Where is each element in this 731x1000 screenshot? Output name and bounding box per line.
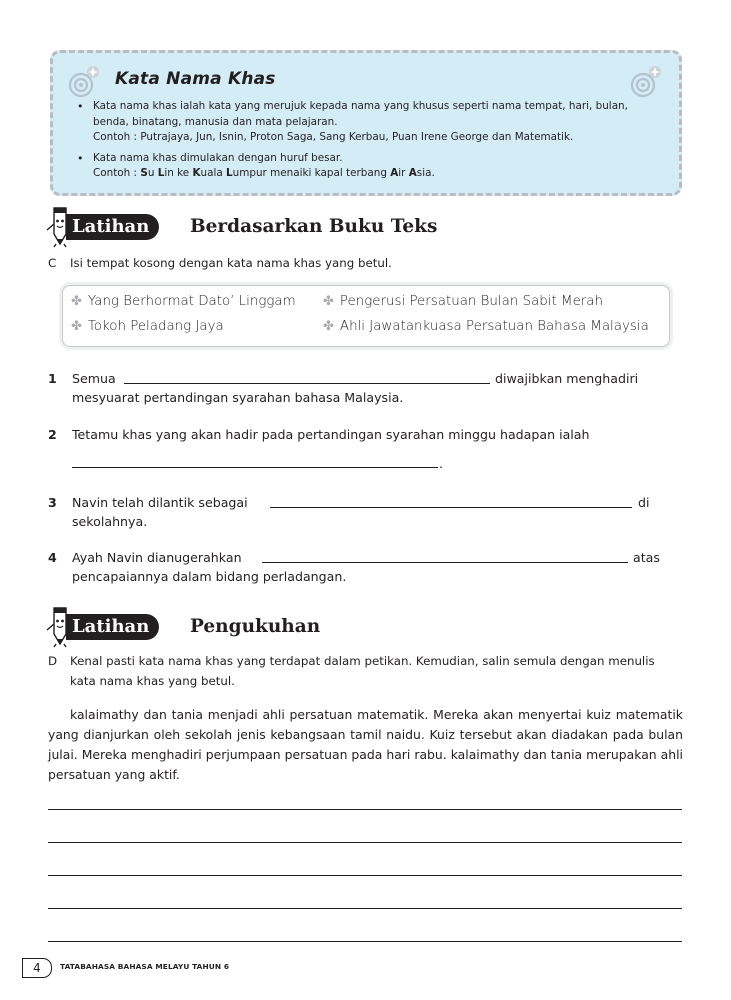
pencil-mascot-icon xyxy=(44,206,76,248)
capital-letter: L xyxy=(226,167,233,179)
question-text: atas xyxy=(633,550,660,565)
answer-blank[interactable] xyxy=(72,454,438,468)
writing-line[interactable] xyxy=(48,875,682,876)
instruction-letter: D xyxy=(48,654,58,668)
question-4 xyxy=(48,547,673,591)
writing-line[interactable] xyxy=(48,809,682,810)
question-text: Semua xyxy=(72,371,116,386)
passage-text: kalaimathy dan tania menjadi ahli persatuan matematik. Mereka akan menyertai kuiz matematik yang dianjurkan oleh sekolah jenis kebangsaan tamil naidu. Kuiz tersebut akan diadakan pada bulan julai. Mereka menghadiri perjumpaan persatuan pada hari rabu. kalaimathy dan tania merupakan ahli persatuan yang aktif. xyxy=(48,707,683,782)
section-title: Berdasarkan Buku Teks xyxy=(190,216,438,237)
instruction-text: Isi tempat kosong dengan kata nama khas yang betul. xyxy=(70,256,392,270)
question-number: 3 xyxy=(48,495,57,510)
section-label: Latihan xyxy=(66,614,159,640)
question-2 xyxy=(48,424,673,474)
question-text: Navin telah dilantik sebagai xyxy=(72,495,248,510)
example-fragment: u xyxy=(147,167,158,179)
question-text: Ayah Navin dianugerahkan xyxy=(72,550,242,565)
answer-choices-box xyxy=(62,285,670,347)
info-example xyxy=(93,166,665,182)
question-text: sekolahnya. xyxy=(72,514,148,529)
choice-item: ✤ Yang Berhormat Dato’ Linggam xyxy=(71,294,296,309)
flower-bullet-icon: ✤ xyxy=(323,319,334,334)
section-title: Pengukuhan xyxy=(190,616,321,637)
info-box xyxy=(50,50,682,196)
example-sentence xyxy=(140,167,434,179)
flower-bullet-icon: ✤ xyxy=(71,294,82,309)
example-fragment: sia. xyxy=(416,167,435,179)
instruction-letter: C xyxy=(48,256,57,270)
answer-blank[interactable] xyxy=(270,494,632,508)
choice-item: ✤ Tokoh Peladang Jaya xyxy=(71,319,224,334)
sparkle-target-icon xyxy=(67,63,103,99)
page-number: 4 xyxy=(22,958,52,978)
capital-letter: A xyxy=(408,167,417,179)
capital-letter: S xyxy=(140,167,148,179)
example-fragment: in ke xyxy=(164,167,193,179)
example-fragment: umpur menaiki kapal terbang xyxy=(232,167,391,179)
example-fragment: ir xyxy=(398,167,409,179)
info-text: Kata nama khas ialah kata yang merujuk kepada nama yang khusus seperti nama tempat, hari, bulan, benda, binatang, manusia dan mata pelajaran. xyxy=(93,100,628,128)
question-1 xyxy=(48,368,673,412)
capital-letter: K xyxy=(192,167,201,179)
section-label: Latihan xyxy=(66,214,159,240)
section-header-reinforcement xyxy=(44,610,644,650)
question-number: 4 xyxy=(48,550,57,565)
answer-blank[interactable] xyxy=(262,549,628,563)
info-example: Contoh : Putrajaya, Jun, Isnin, Proton Saga, Sang Kerbau, Puan Irene George dan Matematik. xyxy=(93,131,574,143)
answer-blank[interactable] xyxy=(124,370,490,384)
choice-item: ✤ Pengerusi Persatuan Bulan Sabit Merah xyxy=(323,294,604,309)
example-fragment: uala xyxy=(200,167,227,179)
question-text: mesyuarat pertandingan syarahan bahasa Malaysia. xyxy=(72,390,404,405)
info-text: Kata nama khas dimulakan dengan huruf besar. xyxy=(93,151,343,164)
choice-item: ✤ Ahli Jawatankuasa Persatuan Bahasa Malaysia xyxy=(323,319,649,334)
instruction-d xyxy=(48,651,668,691)
question-text: diwajibkan menghadiri xyxy=(495,371,639,386)
question-text: Tetamu khas yang akan hadir pada pertandingan syarahan minggu hadapan ialah xyxy=(72,427,590,442)
page-footer xyxy=(22,958,242,978)
question-text: pencapaiannya dalam bidang perladangan. xyxy=(72,569,347,584)
pencil-mascot-icon xyxy=(44,606,76,648)
capital-letter: L xyxy=(157,167,165,179)
info-box-title: Kata Nama Khas xyxy=(115,69,276,89)
question-3 xyxy=(48,492,673,536)
info-list xyxy=(75,99,665,187)
instruction-c xyxy=(48,253,668,273)
question-number: 1 xyxy=(48,371,57,386)
question-number: 2 xyxy=(48,427,57,442)
section-header-textbook xyxy=(44,210,644,250)
writing-line[interactable] xyxy=(48,941,682,942)
flower-bullet-icon: ✤ xyxy=(323,294,334,309)
flower-bullet-icon: ✤ xyxy=(71,319,82,334)
info-bullet xyxy=(75,99,665,146)
book-title: TATABAHASA BAHASA MELAYU TAHUN 6 xyxy=(60,962,230,971)
info-bullet xyxy=(75,151,665,182)
instruction-text: Kenal pasti kata nama khas yang terdapat dalam petikan. Kemudian, salin semula dengan menulis kata nama khas yang betul. xyxy=(70,654,655,688)
question-text: di xyxy=(638,495,650,510)
question-text: . xyxy=(439,456,444,471)
writing-line[interactable] xyxy=(48,842,682,843)
capital-letter: A xyxy=(390,167,399,179)
sparkle-target-icon xyxy=(629,63,665,99)
writing-line[interactable] xyxy=(48,908,682,909)
example-prefix: Contoh : xyxy=(93,167,141,179)
